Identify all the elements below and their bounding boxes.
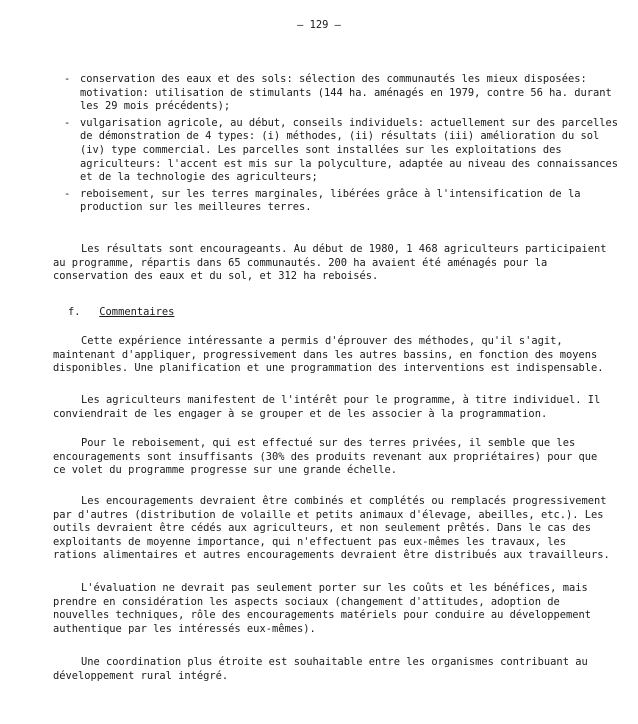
results-paragraph <box>53 243 613 284</box>
results-text: Les résultats sont encourageants. Au début de 1980, 1 468 agriculteurs participaient au programme, répartis dans 65 communautés. 200 ha avaient été aménagés pour la conservation des eaux et du sol, et 312 ha reboisés. <box>53 243 607 283</box>
page-number: – 129 – <box>297 19 341 31</box>
paragraph-text: Cette expérience intéressante a permis d'éprouver des méthodes, qu'il s'agit, maintenant d'appliquer, progressivement dans les autres bassins, en fonction des moyens disponibles. Une planification et une programmation des interventions est indispensable. <box>53 335 604 375</box>
paragraph-text: Pour le reboisement, qui est effectué sur des terres privées, il semble que les encouragements sont insuffisants (30% des produits revenant aux propriétaires) pour que ce volet du programme progresse sur une grande échelle. <box>53 437 598 477</box>
paragraph-text: Les encouragements devraient être combinés et complétés ou remplacés progressivement par d'autres (distribution de volaille et petits animaux d'élevage, abeilles, etc.). Les outils devraient être cédés aux agriculteurs, et non seulement prêtés. Dans le cas des exploitants de moyenne importance, qui n'effectuent pas eux-mêmes les travaux, les rations alimentaires et autres encouragements devraient être distribués aux travailleurs. <box>53 495 610 562</box>
bullet-dash: - <box>64 116 71 129</box>
bullet-dash: - <box>64 187 71 200</box>
paragraph-text: Une coordination plus étroite est souhaitable entre les organismes contribuant au développement rural intégré. <box>53 656 588 682</box>
section-title: Commentaires <box>99 306 175 318</box>
paragraph <box>53 495 613 563</box>
bullet-text: vulgarisation agricole, au début, conseils individuels: actuellement sur des parcelles de démonstration de 4 types: (i) méthodes, (ii) résultats (iii) amélioration du sol (iv) type commercial. Les parcelles sont installées sur les exploitations des agriculteurs: l'accent est mis sur la polyculture, adaptée au niveau des connaissances et de la technologie des agriculteurs; <box>80 116 618 184</box>
section-heading <box>68 306 174 320</box>
paragraph <box>53 437 613 478</box>
bullet-text: reboisement, sur les terres marginales, libérées grâce à l'intensification de la production sur les meilleures terres. <box>80 187 581 214</box>
bullet-item <box>62 73 618 114</box>
bullet-dash: - <box>64 73 71 85</box>
bullet-text: conservation des eaux et des sols: sélection des communautés les mieux disposées: motivation: utilisation de stimulants (144 ha. aménagés en 1979, contre 56 ha. durant les 29 mois précédents); <box>80 73 612 113</box>
bullet-item <box>62 117 618 185</box>
paragraph-text: L'évaluation ne devrait pas seulement porter sur les coûts et les bénéfices, mais prendre en considération les aspects sociaux (changement d'attitudes, adoption de nouvelles techniques, rôle des encouragements matériels pour conduire au développement authentique par les intéressés eux-mêmes). <box>53 582 591 635</box>
paragraph <box>53 656 613 683</box>
section-letter: f. <box>68 306 81 318</box>
paragraph <box>53 582 613 636</box>
bullet-list <box>62 73 618 218</box>
paragraph <box>53 335 613 376</box>
paragraph-text: Les agriculteurs manifestent de l'intérêt pour le programme, à titre individuel. Il conviendrait de les engager à se grouper et de les associer à la programmation. <box>53 394 601 420</box>
paragraph <box>53 394 613 421</box>
bullet-item <box>62 188 618 215</box>
